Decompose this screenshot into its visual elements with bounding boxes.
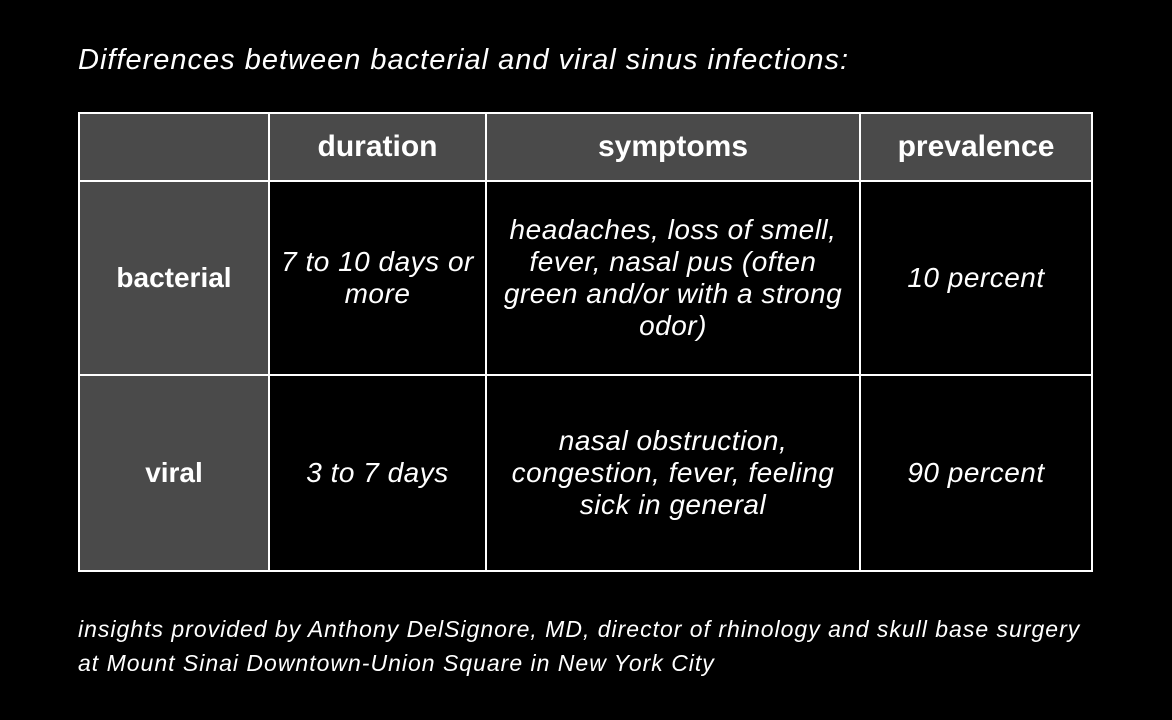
bacterial-duration-cell: 7 to 10 days or more (269, 181, 486, 375)
table-row-bacterial (79, 181, 1092, 375)
column-header-prevalence: prevalence (860, 113, 1092, 181)
viral-duration-cell: 3 to 7 days (269, 375, 486, 571)
table-corner-cell (79, 113, 269, 181)
viral-prevalence-cell: 90 percent (860, 375, 1092, 571)
bacterial-prevalence-cell: 10 percent (860, 181, 1092, 375)
source-credit: insights provided by Anthony DelSignore, MD, director of rhinology and skull base surgery at Mount Sinai Downtown-Union Square in New York City (78, 616, 1081, 676)
bacterial-symptoms-cell: headaches, loss of smell, fever, nasal pus (often green and/or with a strong odor) (486, 181, 860, 375)
table-row-viral (79, 375, 1092, 571)
comparison-table (78, 112, 1093, 572)
row-header-bacterial: bacterial (79, 181, 269, 375)
column-header-duration: duration (269, 113, 486, 181)
row-header-viral: viral (79, 375, 269, 571)
viral-symptoms-cell: nasal obstruction, congestion, fever, feeling sick in general (486, 375, 860, 571)
page-title: Differences between bacterial and viral sinus infections: (78, 44, 850, 76)
table-header-row (79, 113, 1092, 181)
column-header-symptoms: symptoms (486, 113, 860, 181)
